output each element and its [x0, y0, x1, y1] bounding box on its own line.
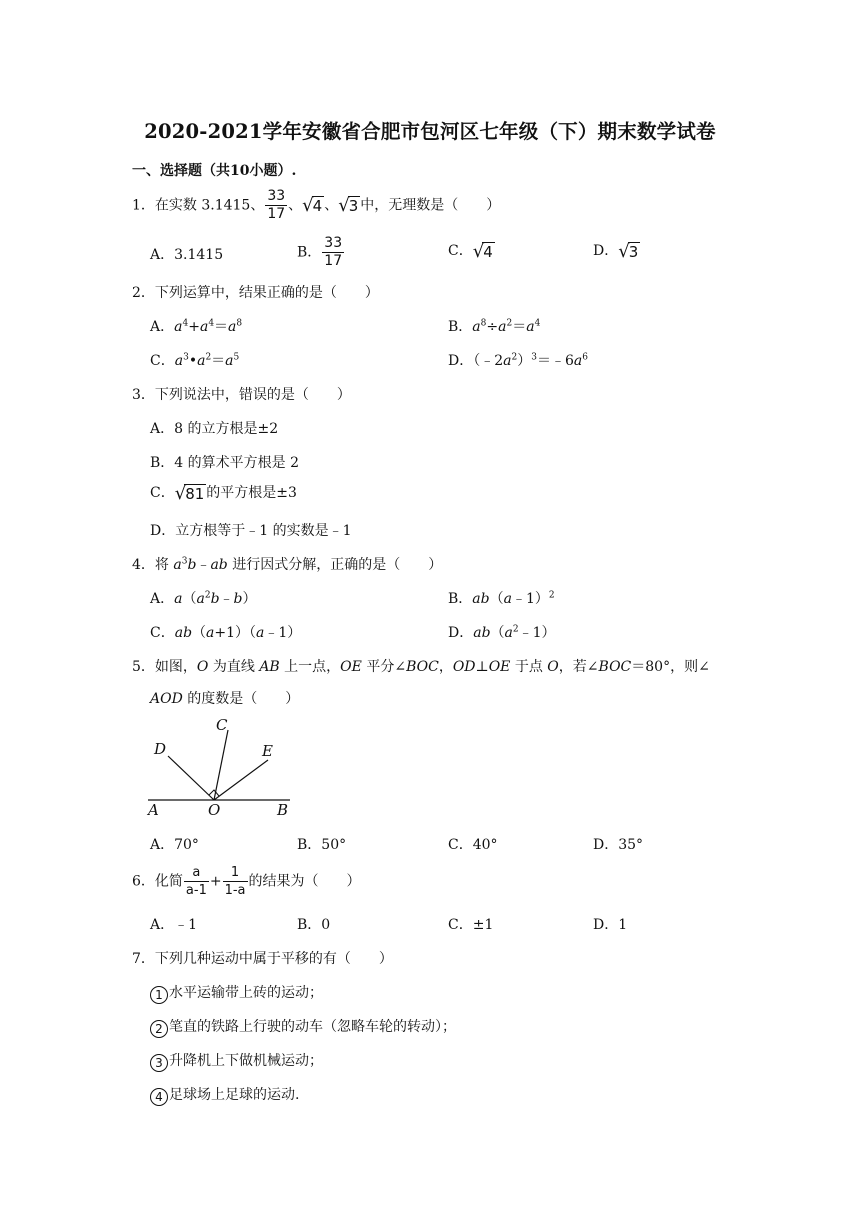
question-4-stem: 4．将 $a^3b﹣ab$ 进行因式分解，正确的是（ ）: [132, 556, 443, 573]
q6-option-c: C．±1: [448, 917, 494, 933]
q4-option-d: D．$ab(a^2﹣1)$: [448, 624, 556, 641]
q1-option-b: B． $\frac{33}{17}$: [297, 235, 343, 269]
q1-pre: 1．在实数 3.1415、: [132, 197, 265, 214]
q1-option-a: A．3.1415: [150, 247, 224, 263]
q2-option-c: C．$a^3•a^2=a^5$: [150, 352, 240, 369]
q5-geometry-figure: [140, 712, 310, 822]
q6-option-a: A．﹣1: [150, 917, 198, 933]
page-title: 2020-2021学年安徽省合肥市包河区七年级（下）期末数学试卷: [144, 120, 716, 143]
q1-fraction: $\frac{33}{17}$: [267, 188, 286, 222]
q7-item-2: 2 笔直的铁路上行驶的动车（忽略车轮的转动）；: [150, 1016, 456, 1038]
q1-radical-4: √4: [302, 195, 323, 216]
label-b: B: [277, 801, 289, 819]
label-a: A: [148, 801, 159, 819]
q3-option-a: A．8 的立方根是±2: [150, 421, 279, 437]
ray-oe: [214, 760, 268, 800]
label-d: D: [154, 740, 167, 758]
q6-option-d: D．1: [593, 917, 628, 933]
right-angle-mark: [209, 790, 219, 796]
ray-od: [168, 756, 214, 800]
question-2-stem: 2．下列运算中，结果正确的是（ ）: [132, 285, 379, 301]
q2-option-b: B．$a^8\div a^2=a^4$: [448, 318, 541, 335]
question-7-stem: 7．下列几种运动中属于平移的有（ ）: [132, 951, 393, 967]
q2-option-a: A．$a^4+a^4=a^8$: [150, 318, 243, 335]
section-heading: 一、选择题（共10小题）.: [132, 163, 297, 179]
q1-option-c: C．√4: [448, 240, 493, 262]
q4-option-a: A．$a(a^2b﹣b)$: [150, 590, 257, 607]
label-e: E: [262, 742, 273, 760]
q5-option-c: C．40°: [448, 837, 498, 853]
q1-option-d: D．√3: [593, 240, 639, 262]
q7-item-3: 3 升降机上下做机械运动；: [150, 1050, 323, 1072]
q6-fraction-2: $\frac{1}{1-a}$: [224, 865, 246, 898]
q5-option-b: B．50°: [297, 837, 347, 853]
q5-option-d: D．35°: [593, 837, 644, 853]
q5-option-a: A．70°: [150, 837, 199, 853]
question-6-stem: 6．化简 $\frac{a}{a-1}$ + $\frac{1}{1-a}$ 的结果为（ ）: [132, 865, 361, 898]
q1-radical-3: √3: [338, 195, 359, 216]
label-o: O: [208, 801, 221, 819]
question-5-stem-line1: 5．如图，O 为直线 AB 上一点，OE 平分∠BOC，OD⊥OE 于点 O，若∠BOC＝80°，则∠: [132, 659, 710, 675]
q6-fraction-1: $\frac{a}{a-1}$: [185, 865, 207, 898]
q6-option-b: B．0: [297, 917, 331, 933]
question-5-stem-line2: AOD 的度数是（ ）: [150, 691, 300, 707]
q7-item-4: 4 足球场上足球的运动.: [150, 1084, 299, 1106]
question-3-stem: 3．下列说法中，错误的是（ ）: [132, 387, 351, 403]
label-c: C: [216, 716, 228, 734]
q3-option-d: D．立方根等于﹣1 的实数是﹣1: [150, 523, 352, 539]
q4-option-c: C．ab（a+1）（a﹣1）: [150, 625, 302, 641]
q7-item-1: 1 水平运输带上砖的运动；: [150, 982, 323, 1004]
q3-option-b: B．4 的算术平方根是 2: [150, 455, 300, 471]
question-1-stem: 1．在实数 3.1415、 $\frac{33}{17}$ 、√4 、√3 中，无理数是（ ）: [132, 188, 501, 222]
q3-option-c: C．√81 的平方根是±3: [150, 482, 297, 504]
q2-option-d: D．$(﹣2a^2)^3=﹣6a^6$: [448, 352, 588, 369]
ray-oc: [214, 730, 228, 800]
q4-option-b: B．ab（a﹣1）$^2$: [448, 590, 555, 607]
